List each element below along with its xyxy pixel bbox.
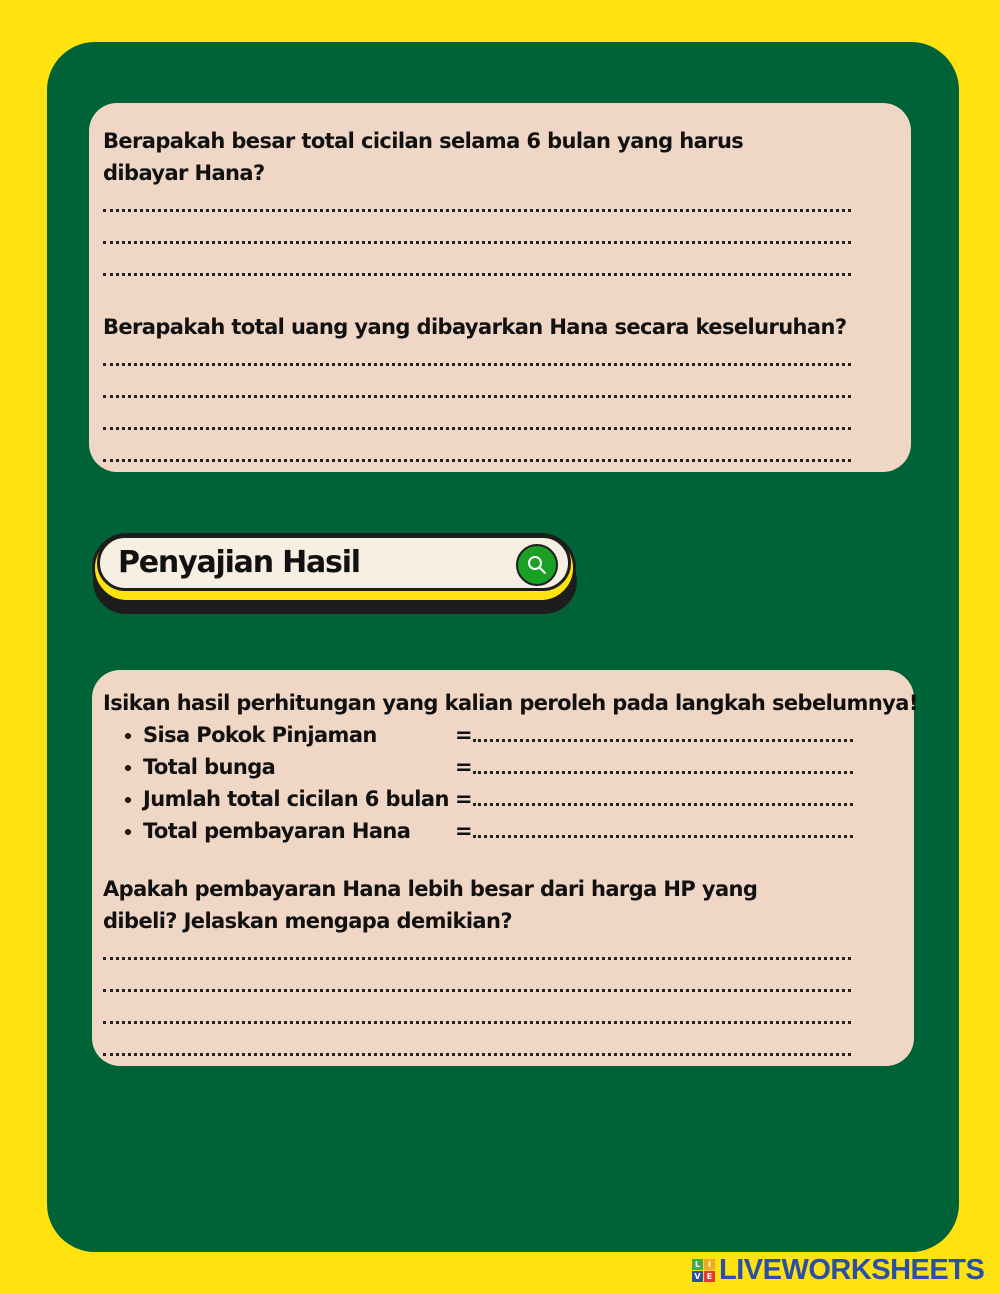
answer-line[interactable] bbox=[103, 343, 851, 375]
equals-sign: = bbox=[455, 787, 472, 811]
question-2: Berapakah total uang yang dibayarkan Hana secara keseluruhan? bbox=[103, 315, 847, 339]
answer-line[interactable] bbox=[103, 969, 851, 1001]
question-1: Berapakah besar total cicilan selama 6 bulan yang harus dibayar Hana? bbox=[103, 129, 744, 185]
answer-line[interactable] bbox=[103, 1001, 851, 1033]
search-icon bbox=[526, 554, 548, 576]
answer-line[interactable] bbox=[473, 751, 853, 783]
answer-line[interactable] bbox=[473, 815, 853, 847]
search-button[interactable] bbox=[516, 544, 558, 586]
answer-line[interactable] bbox=[103, 1033, 851, 1065]
answer-line[interactable] bbox=[103, 439, 851, 471]
answer-line[interactable] bbox=[103, 253, 851, 285]
logo-text: LIVEWORKSHEETS bbox=[719, 1254, 985, 1286]
answer-line[interactable] bbox=[103, 407, 851, 439]
equals-sign: = bbox=[455, 755, 472, 779]
equals-sign: = bbox=[455, 819, 472, 843]
instruction-text: Isikan hasil perhitungan yang kalian peroleh pada langkah sebelumnya! bbox=[103, 691, 918, 715]
question-card-2 bbox=[92, 670, 918, 1066]
liveworksheets-logo bbox=[692, 1254, 984, 1287]
item-label: Total bunga bbox=[143, 755, 276, 779]
question-3: Apakah pembayaran Hana lebih besar dari harga HP yang dibeli? Jelaskan mengapa demikian? bbox=[103, 877, 758, 933]
answer-line[interactable] bbox=[473, 719, 853, 751]
item-label: Jumlah total cicilan 6 bulan bbox=[143, 787, 449, 811]
question-card-1 bbox=[89, 103, 911, 472]
item-label: Total pembayaran Hana bbox=[143, 819, 411, 843]
answer-line[interactable] bbox=[103, 221, 851, 253]
logo-mark: L I V E bbox=[692, 1259, 715, 1282]
equals-sign: = bbox=[455, 723, 472, 747]
answer-line[interactable] bbox=[473, 783, 853, 815]
list-item bbox=[123, 719, 903, 751]
result-list bbox=[103, 719, 903, 847]
answer-line[interactable] bbox=[103, 189, 851, 221]
answer-line[interactable] bbox=[103, 937, 851, 969]
list-item bbox=[123, 751, 903, 783]
answer-line[interactable] bbox=[103, 375, 851, 407]
list-item bbox=[123, 815, 903, 847]
item-label: Sisa Pokok Pinjaman bbox=[143, 723, 377, 747]
list-item bbox=[123, 783, 903, 815]
section-title: Penyajian Hasil bbox=[118, 545, 360, 580]
